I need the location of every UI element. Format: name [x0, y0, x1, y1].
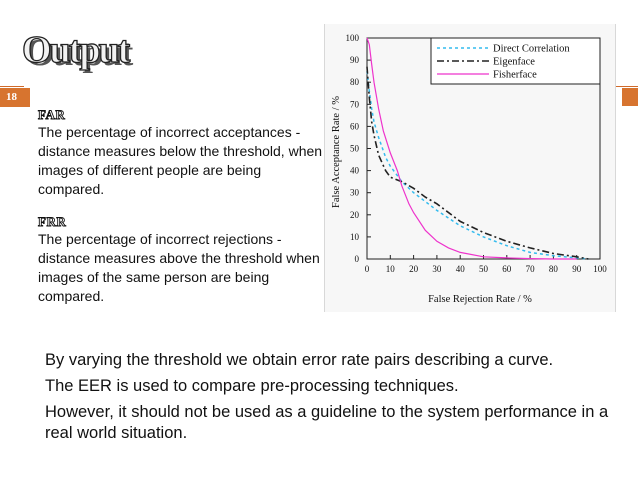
x-tick-label: 50	[479, 264, 488, 274]
x-axis-label: False Rejection Rate / %	[428, 294, 532, 305]
x-tick-label: 20	[409, 264, 419, 274]
legend-label: Eigenface	[493, 56, 535, 68]
y-tick-label: 30	[350, 187, 359, 198]
bullet-list	[45, 350, 630, 449]
y-tick-label: 0	[354, 254, 359, 264]
x-tick-label: 30	[432, 264, 442, 274]
series-line-direct-correlation	[367, 71, 588, 259]
x-tick-label: 10	[385, 264, 395, 274]
y-tick-label: 40	[350, 165, 359, 176]
x-tick-label: 0	[364, 264, 370, 274]
y-tick-label: 50	[350, 143, 359, 154]
x-tick-label: 80	[548, 264, 558, 274]
y-axis-label: False Acceptance Rate / %	[331, 96, 342, 208]
far-definition: The percentage of incorrect acceptances - distance measures below the threshold, when images of different people are being compared.	[38, 124, 323, 197]
bullet-item: The EER is used to compare pre-processing techniques.	[45, 377, 459, 395]
bullet-item: However, it should not be used as a guideline to the system performance in a real world situation.	[45, 403, 609, 442]
roc-chart	[324, 24, 616, 312]
y-tick-label: 10	[350, 231, 359, 242]
legend-label: Direct Correlation	[493, 43, 570, 55]
series-line-eigenface	[367, 67, 588, 259]
header-rule-left	[0, 86, 24, 87]
bullet-item: By varying the threshold we obtain error rate pairs describing a curve.	[45, 351, 554, 369]
y-tick-label: 90	[350, 55, 359, 66]
far-heading: FAR	[38, 107, 66, 122]
y-tick-label: 80	[350, 77, 359, 88]
definitions	[38, 106, 323, 320]
x-tick-label: 90	[572, 264, 582, 274]
x-tick-label: 70	[525, 264, 535, 274]
y-tick-label: 20	[350, 209, 359, 220]
legend-label: Fisherface	[493, 69, 537, 81]
y-tick-label: 70	[350, 99, 359, 110]
slide-number: 18	[0, 88, 30, 107]
frr-definition: The percentage of incorrect rejections - distance measures above the threshold when images of the same person are being compared.	[38, 231, 320, 304]
frr-heading: FRR	[38, 214, 67, 229]
x-tick-label: 60	[502, 264, 512, 274]
y-tick-label: 60	[350, 121, 359, 132]
x-tick-label: 100	[593, 264, 607, 274]
chart-legend	[431, 38, 600, 84]
slide-title: Output	[22, 29, 129, 71]
chart-svg	[325, 24, 615, 312]
y-tick-label: 100	[345, 33, 359, 43]
accent-tab	[622, 88, 638, 106]
x-tick-label: 40	[455, 264, 465, 274]
